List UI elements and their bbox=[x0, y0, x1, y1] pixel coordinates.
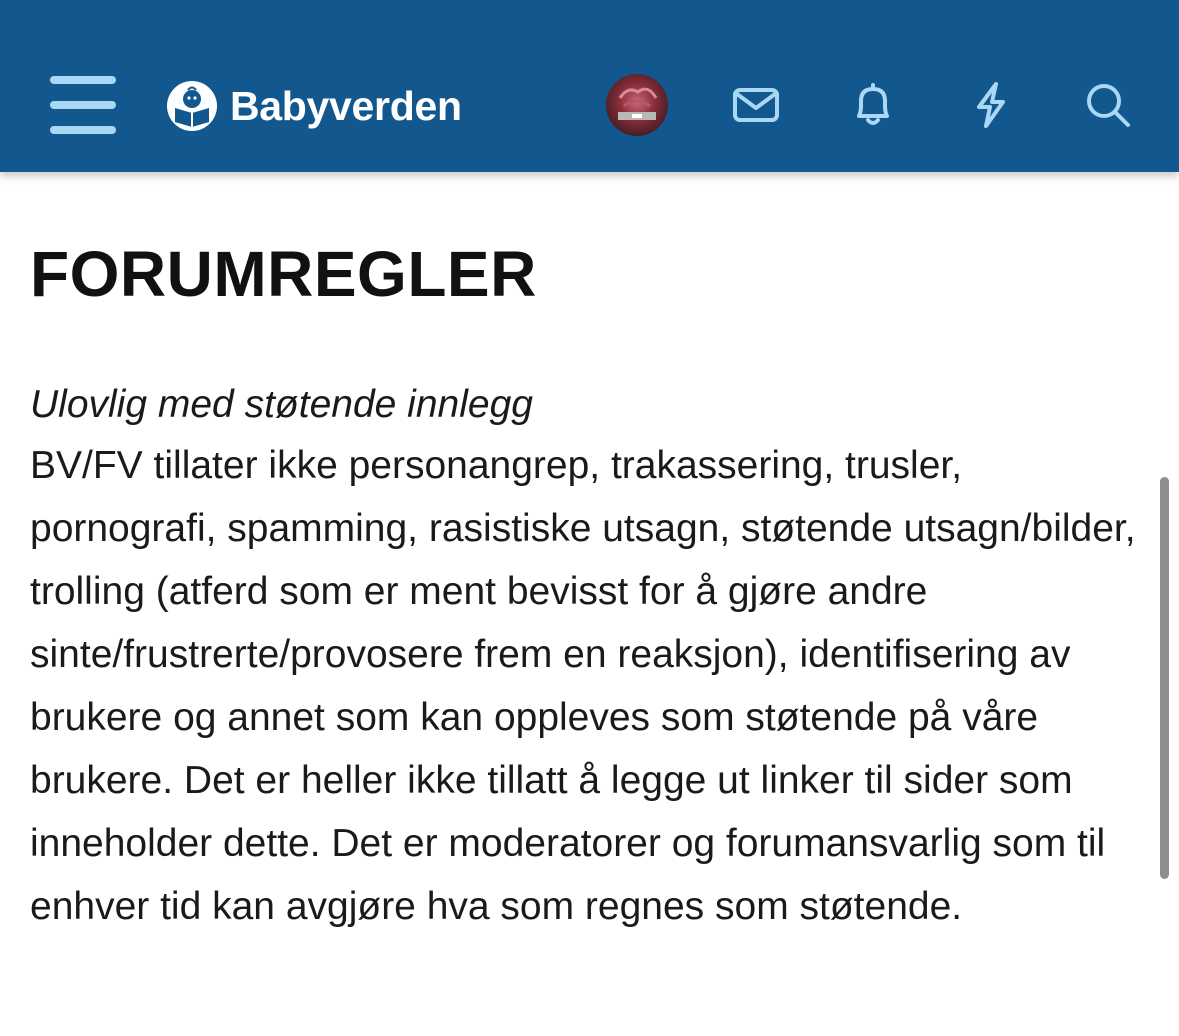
page-title: FORUMREGLER bbox=[30, 238, 537, 310]
search-button[interactable] bbox=[1083, 80, 1133, 130]
rule-body-text: BV/FV tillater ikke personangrep, trakassering, trusler, pornografi, spamming, rasistiske utsagn, støtende utsagn/bilder, trolling (atferd som er ment bevisst for å gjøre andre sinte/frustrerte/provosere frem en reaksjon), identifisering av brukere og annet som kan oppleves som støtende på våre brukere. Det er heller ikke tillatt å legge ut linker til sider som inneholder dette. Det er moderatorer og forumansvarlig som til enhver tid kan avgjøre hva som regnes som støtende. bbox=[30, 444, 1136, 928]
lightning-icon bbox=[966, 80, 1016, 130]
menu-icon bbox=[50, 76, 116, 134]
top-navigation-bar bbox=[0, 0, 1179, 172]
page-content bbox=[30, 228, 1150, 938]
site-name: Babyverden bbox=[230, 83, 462, 129]
rose-avatar-image bbox=[606, 74, 668, 136]
site-logo[interactable] bbox=[166, 78, 462, 134]
messages-button[interactable] bbox=[731, 80, 781, 130]
rule-heading: Ulovlig med støtende innlegg bbox=[30, 383, 533, 426]
menu-button[interactable] bbox=[50, 76, 116, 134]
scrollbar[interactable] bbox=[1160, 477, 1169, 879]
baby-book-logo-icon bbox=[166, 80, 218, 132]
whats-new-button[interactable] bbox=[966, 80, 1016, 130]
bell-icon bbox=[848, 80, 898, 130]
user-avatar[interactable] bbox=[606, 74, 668, 136]
search-icon bbox=[1083, 80, 1133, 130]
mail-icon bbox=[731, 80, 781, 130]
notifications-button[interactable] bbox=[848, 80, 898, 130]
